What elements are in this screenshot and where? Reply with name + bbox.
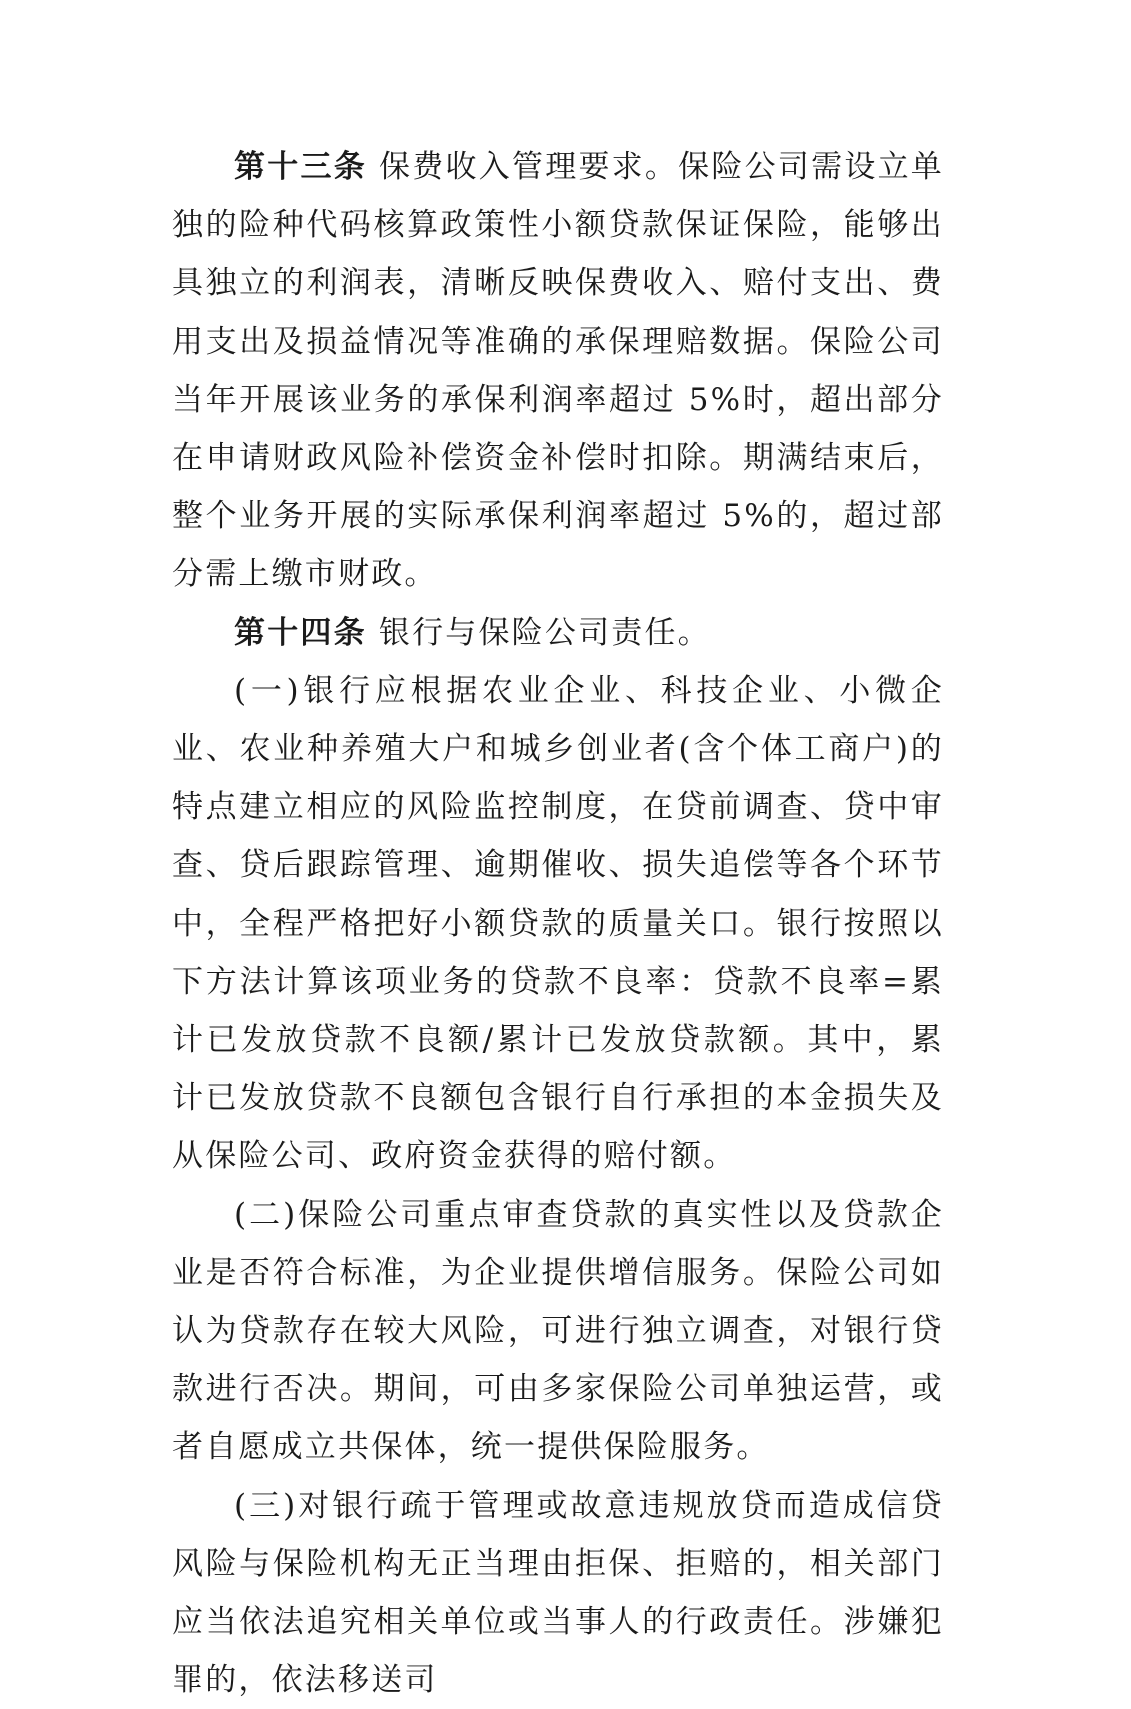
article-13-text: 保费收入管理要求。保险公司需设立单独的险种代码核算政策性小额贷款保证保险，能够出具独立的利润表，清晰反映保费收入、赔付支出、费用支出及损益情况等准确的承保理赔数据。保险公司当年开展该业务的承保利润率超过 5%时，超出部分在申请财政风险补偿资金补偿时扣除。期满结束后，整个业务开展的实际承保利润率超过 5%的，超过部分需上缴市财政。: [172, 149, 944, 593]
paragraph-item-1: [172, 662, 944, 1186]
paragraph-item-2: [172, 1186, 944, 1477]
article-14-heading: 第十四条: [234, 614, 367, 651]
item-1-text: (一)银行应根据农业企业、科技企业、小微企业、农业种养殖大户和城乡创业者(含个体工商户)的特点建立相应的风险监控制度，在贷前调查、贷中审查、贷后跟踪管理、逾期催收、损失追偿等各个环节中，全程严格把好小额贷款的质量关口。银行按照以下方法计算该项业务的贷款不良率：贷款不良率=累计已发放贷款不良额/累计已发放贷款额。其中，累计已发放贷款不良额包含银行自行承担的本金损失及从保险公司、政府资金获得的赔付额。: [172, 672, 944, 1175]
paragraph-article-13: [172, 138, 944, 604]
article-13-heading: 第十三条: [234, 149, 367, 185]
article-14-text: 银行与保险公司责任。: [366, 614, 711, 651]
item-3-text: (三)对银行疏于管理或故意违规放贷而造成信贷风险与保险机构无正当理由拒保、拒赔的，相关部门应当依法追究相关单位或当事人的行政责任。涉嫌犯罪的，依法移送司: [172, 1487, 944, 1699]
item-2-text: (二)保险公司重点审查贷款的真实性以及贷款企业是否符合标准，为企业提供增信服务。保险公司如认为贷款存在较大风险，可进行独立调查，对银行贷款进行否决。期间，可由多家保险公司单独运营，或者自愿成立共保体，统一提供保险服务。: [172, 1196, 944, 1466]
document-body: [172, 138, 944, 1709]
paragraph-article-14: [172, 604, 944, 662]
paragraph-item-3: [172, 1477, 944, 1709]
